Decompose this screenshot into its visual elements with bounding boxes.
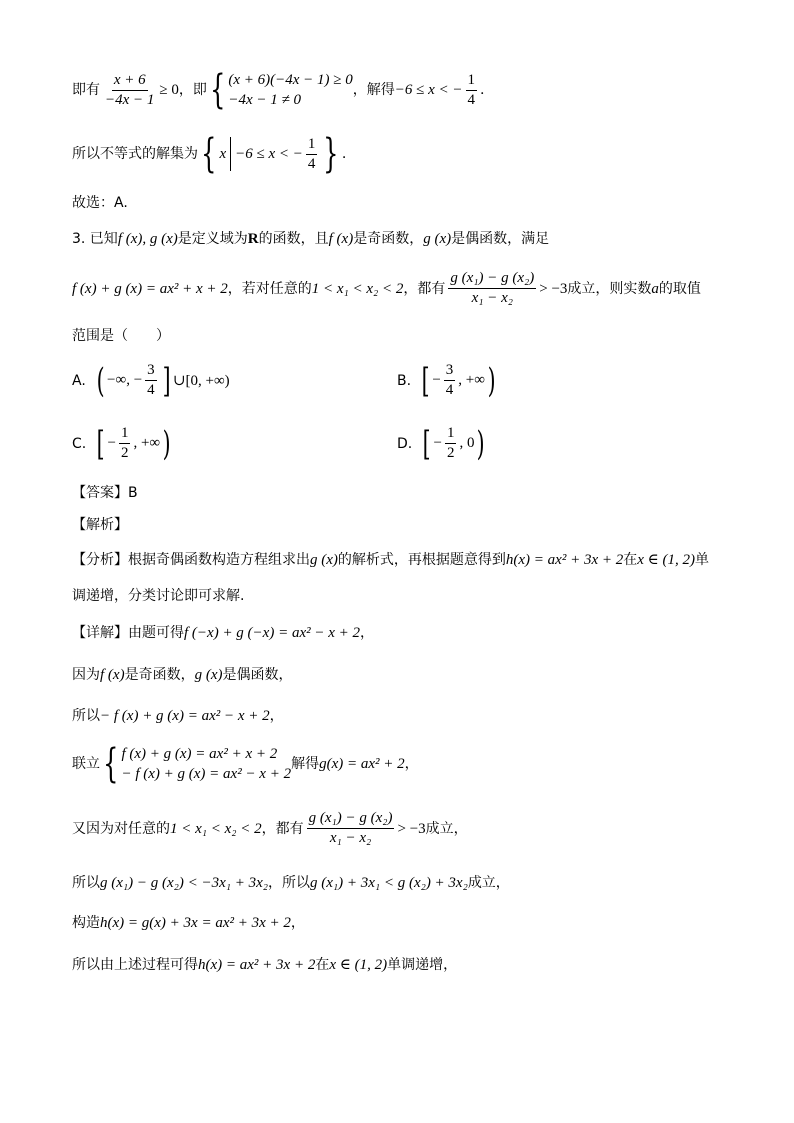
detail-line-8: 所以由上述过程可得 h(x) = ax² + 3x + 2 在 x ∈ (1, 2) 单调递增， <box>72 957 458 973</box>
detail-line-2: 因为 f (x) 是奇函数， g (x) 是偶函数， <box>72 667 293 683</box>
detail-line-4: 联立 { f (x) + g (x) = ax² + x + 2 − f (x) + g (x) = ax² − x + 2 解得 g(x) = ax² + 2 ， <box>72 741 419 787</box>
solution-line-1: 即有 $\frac{x + 6}{-4x - 1}$ ≥ 0 ，即 { (x + 6)(−4x − 1) ≥ 0 −4x − 1 ≠ 0 ，解得 −6 ≤ x < − $\frac{1}{4}$ . <box>72 67 485 113</box>
option-b: B. [ − $\frac{3}{4}$ , +∞ ) <box>397 360 496 401</box>
analysis-tag: 【解析】 <box>72 517 128 533</box>
fraction: $\frac{x + 6}{-4x - 1}$ <box>105 71 155 108</box>
detail-line-3: 所以 − f (x) + g (x) = ax² − x + 2 ， <box>72 708 284 724</box>
option-a: A. ( −∞, − $\frac{3}{4}$ ] ∪[0, +∞) <box>72 360 230 401</box>
question-3-line-1: 3. 已知 f (x), g (x) 是定义域为 R 的函数，且 f (x) 是奇函数， g (x) 是偶函数，满足 <box>72 231 550 247</box>
equation-system: f (x) + g (x) = ax² + x + 2 − f (x) + g (x) = ax² − x + 2 <box>121 746 292 782</box>
inequality-system: (x + 6)(−4x − 1) ≥ 0 −4x − 1 ≠ 0 <box>228 72 353 108</box>
detail-line-6: 所以 g (x₁) − g (x₂) < −3x₁ + 3x₂ ，所以 g (x₁) + 3x₁ < g (x₂) + 3x₂ 成立， <box>72 875 510 891</box>
choice-statement: 故选：A. <box>72 195 128 211</box>
answer-value: B <box>128 485 138 501</box>
option-c: C. [ − $\frac{1}{2}$ , +∞ ) <box>72 423 171 464</box>
fenxi-line-2: 调递增，分类讨论即可求解. <box>72 588 245 604</box>
detail-line-5: 又因为对任意的 1 < x₁ < x₂ < 2 ，都有 $\frac{\text{g (x₁) − g (x₂)}}{\text{x₁ − x₂}}$ > −3 成立， <box>72 810 468 846</box>
question-3-line-2: f (x) + g (x) = ax² + x + 2 ，若对任意的 1 < x₁ < x₂ < 2 ，都有 $\frac{\text{g (x₁) − g (x₂)}}{\text{x₁ − x₂}}$ > −3 成立，则实数 a 的取值 <box>72 270 701 306</box>
set-divider <box>230 137 231 171</box>
answer-line <box>72 482 734 504</box>
option-d: D. [ − $\frac{1}{2}$ , 0 ) <box>397 423 486 464</box>
left-brace: { <box>209 67 226 113</box>
text: 即有 <box>72 82 100 98</box>
detail-line-7: 构造 h(x) = g(x) + 3x = ax² + 3x + 2 ， <box>72 915 305 931</box>
answer-tag: 【答案】 <box>72 485 128 501</box>
question-3-line-3: 范围是（ ） <box>72 328 170 344</box>
solution-set-line: 所以不等式的解集为 { x −6 ≤ x < − $\frac{1}{4}$ } . <box>72 131 347 177</box>
fenxi-line-1: 【分析】 根据奇偶函数构造方程组求出 g (x) 的解析式，再根据题意得到 h(x) = ax² + 3x + 2 在 x ∈ (1, 2) 单 <box>72 552 709 568</box>
detail-line-1: 【详解】 由题可得 f (−x) + g (−x) = ax² − x + 2 ， <box>72 625 375 641</box>
